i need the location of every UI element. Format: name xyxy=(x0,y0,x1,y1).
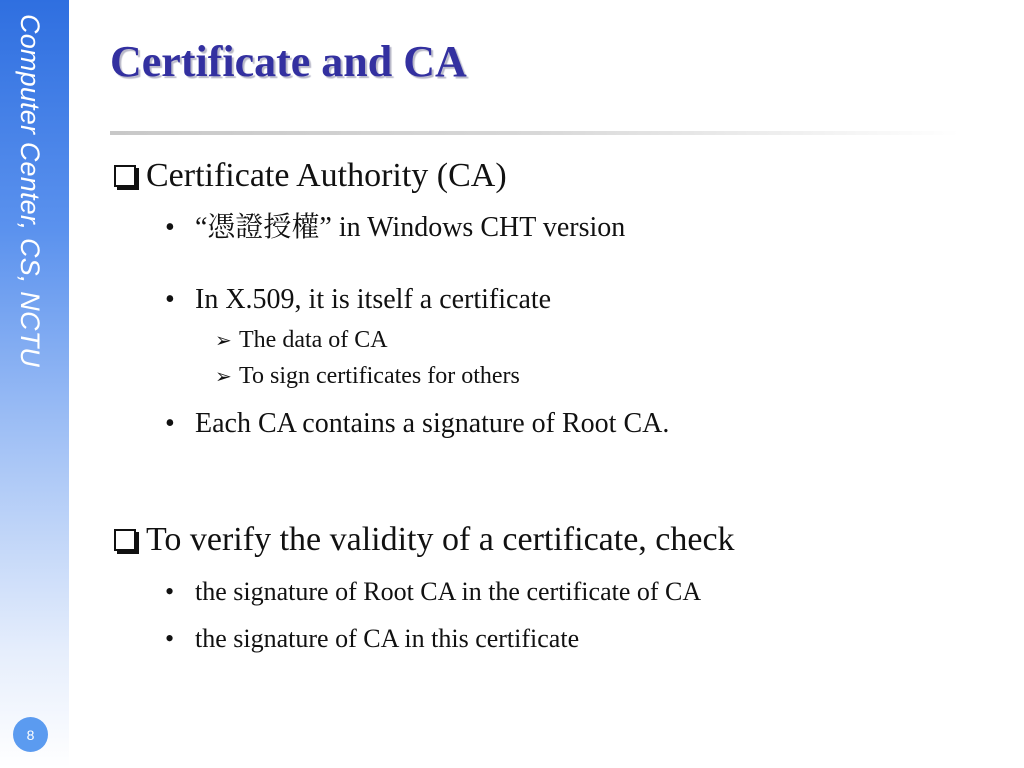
bullet-text: The data of CA xyxy=(239,327,388,353)
bullet-level3 xyxy=(215,327,388,354)
slide-title: Certificate and CA xyxy=(110,37,467,86)
bullet-level2 xyxy=(165,624,579,654)
page-number-badge: 8 xyxy=(13,717,48,752)
bullet-text: Certificate Authority (CA) xyxy=(146,157,507,194)
dot-bullet-icon: • xyxy=(165,408,175,439)
bullet-level1 xyxy=(114,521,735,559)
bullet-text: the signature of Root CA in the certificate of CA xyxy=(195,577,702,606)
sidebar xyxy=(0,0,69,768)
arrow-bullet-icon: ➢ xyxy=(215,366,232,388)
sidebar-label: Computer Center, CS, NCTU xyxy=(15,14,45,368)
dot-bullet-icon: • xyxy=(165,212,175,243)
bullet-level2 xyxy=(165,205,625,245)
bullet-level2 xyxy=(165,408,669,440)
dot-bullet-icon: • xyxy=(165,284,175,315)
title-divider xyxy=(110,131,960,135)
bullet-level2 xyxy=(165,284,551,316)
bullet-text: To sign certificates for others xyxy=(239,363,520,389)
checkbox-bullet-icon xyxy=(114,165,136,187)
bullet-text: In X.509, it is itself a certificate xyxy=(195,284,552,315)
bullet-level1 xyxy=(114,157,507,195)
bullet-text: the signature of CA in this certificate xyxy=(195,624,580,653)
bullet-text: “憑證授權” in Windows CHT version xyxy=(195,212,626,243)
bullet-text: Each CA contains a signature of Root CA. xyxy=(195,408,670,439)
bullet-level2 xyxy=(165,577,701,607)
bullet-text: To verify the validity of a certificate, check xyxy=(146,521,735,558)
dot-bullet-icon: • xyxy=(165,577,175,606)
arrow-bullet-icon: ➢ xyxy=(215,330,232,352)
bullet-level3 xyxy=(215,363,520,390)
checkbox-bullet-icon xyxy=(114,529,136,551)
dot-bullet-icon: • xyxy=(165,624,175,653)
